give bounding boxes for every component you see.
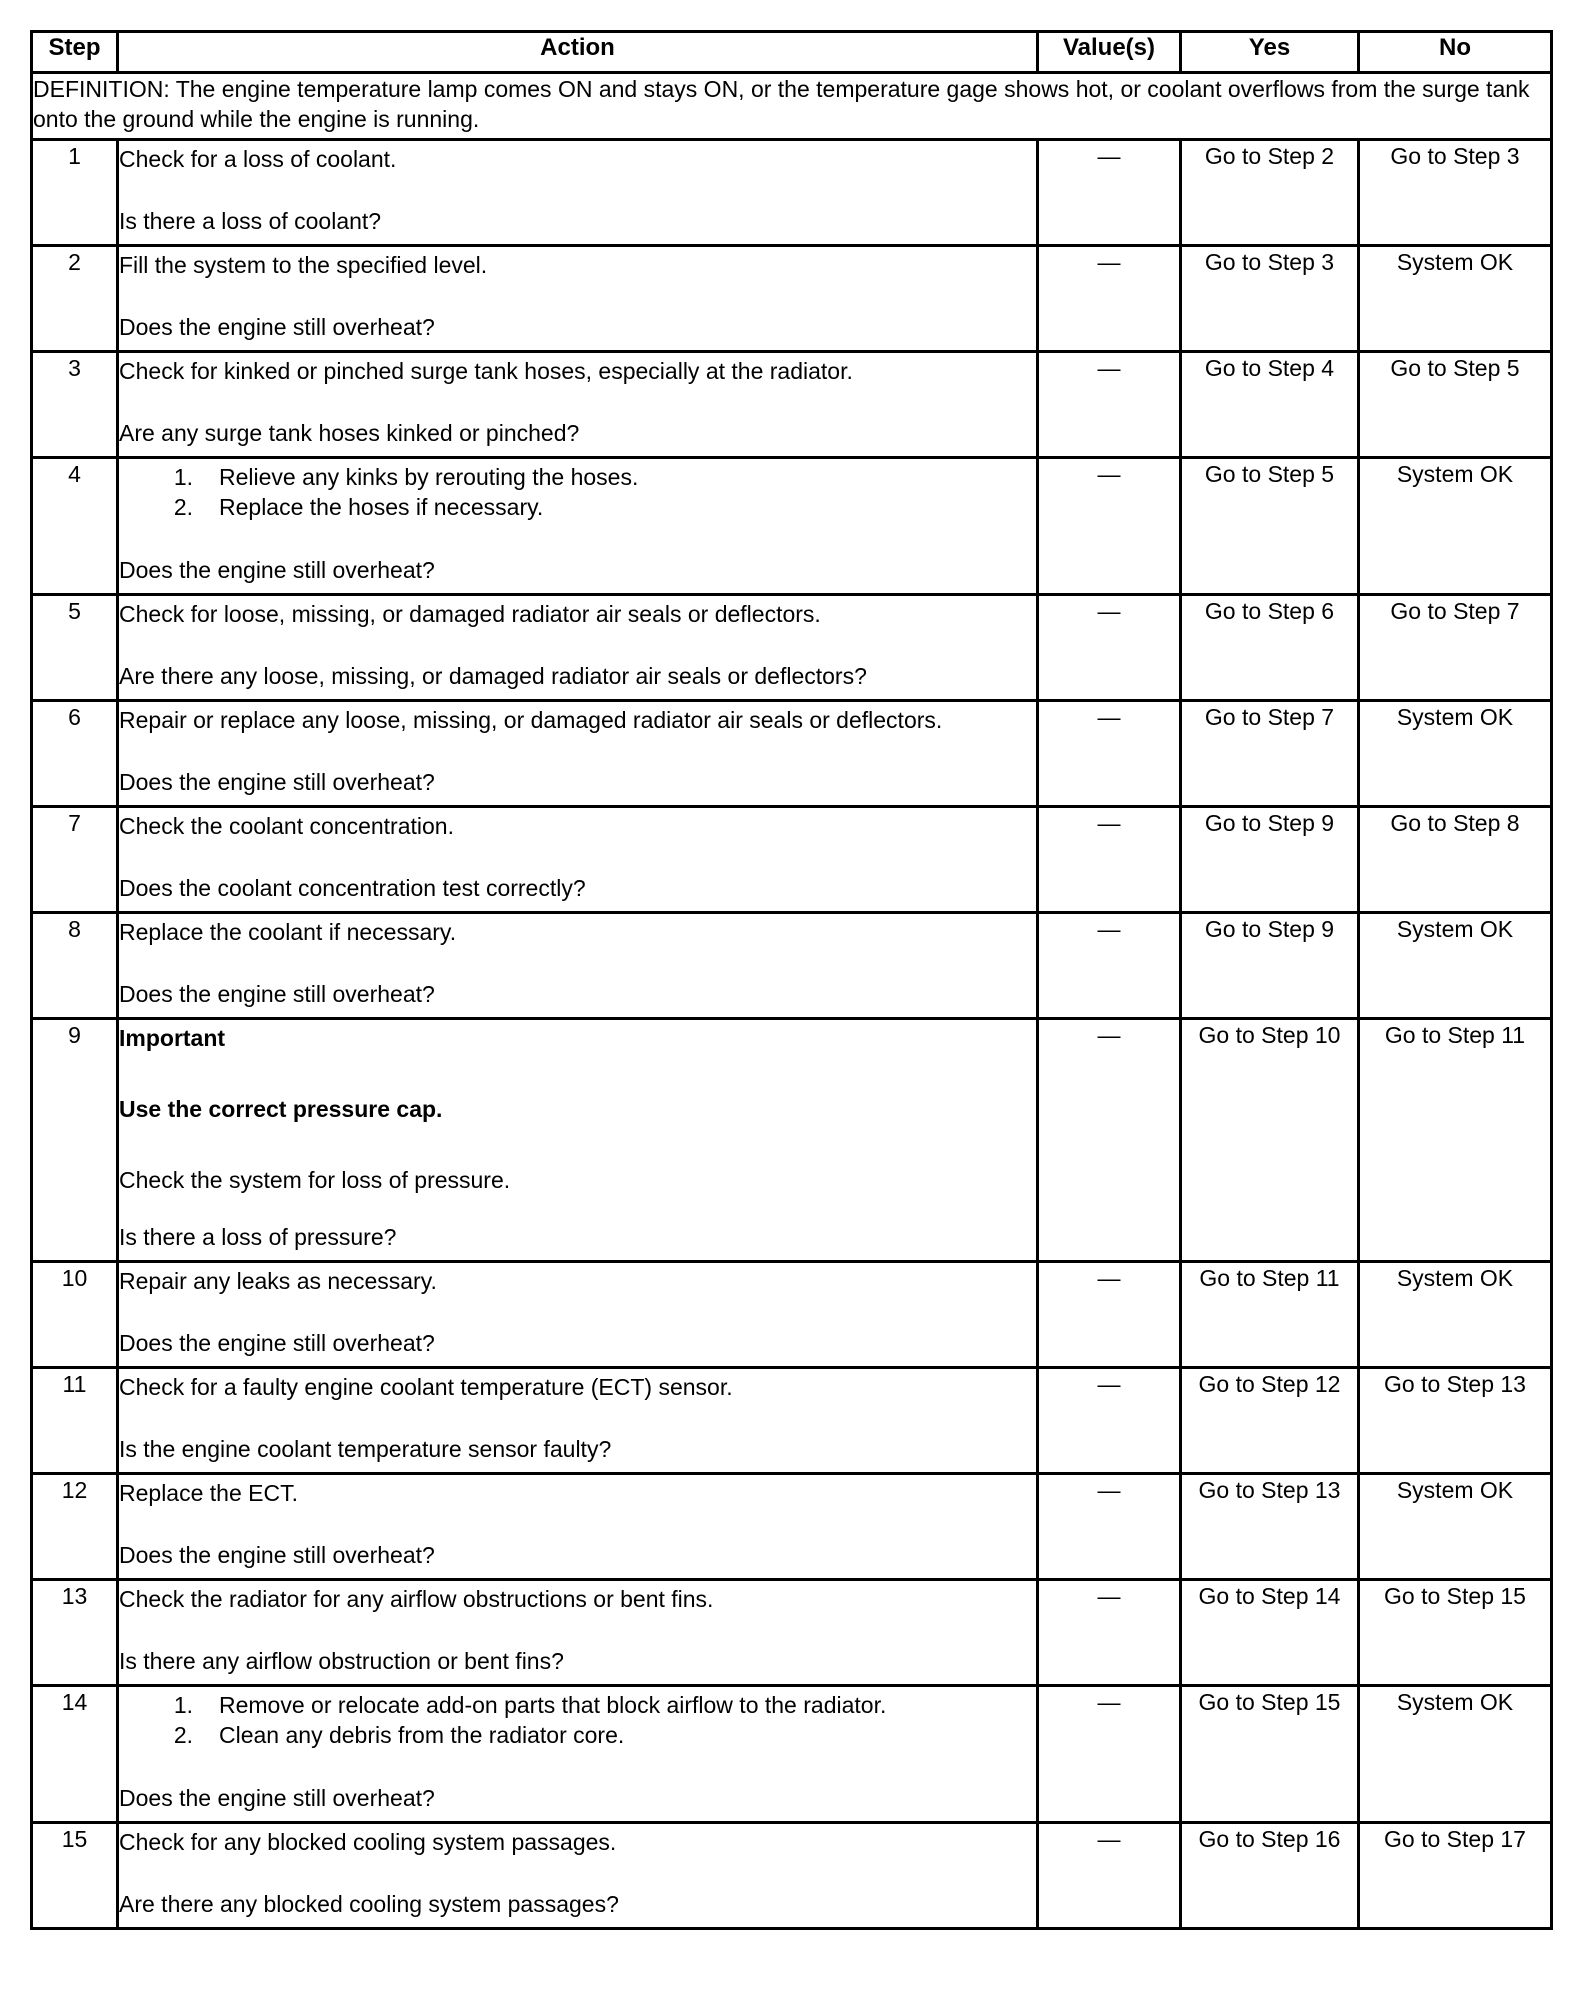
- action-text: Replace the coolant if necessary.: [119, 919, 457, 945]
- yes-cell: Go to Step 5: [1181, 458, 1359, 595]
- table-row: [32, 140, 1552, 246]
- question-text: Does the engine still overheat?: [119, 981, 435, 1007]
- header-action: Action: [118, 32, 1038, 73]
- action-list-item: [119, 1690, 1036, 1720]
- action-list-item: [119, 1720, 1036, 1750]
- table-row: [32, 1686, 1552, 1823]
- action-cell: [118, 1823, 1038, 1929]
- question-text: Are there any loose, missing, or damaged radiator air seals or deflectors?: [119, 663, 867, 689]
- value-cell: —: [1038, 1262, 1181, 1368]
- no-cell: System OK: [1359, 1686, 1552, 1823]
- yes-cell: Go to Step 9: [1181, 807, 1359, 913]
- no-cell: System OK: [1359, 458, 1552, 595]
- value-cell: —: [1038, 1580, 1181, 1686]
- step-number: 2: [32, 246, 118, 352]
- no-cell: Go to Step 13: [1359, 1368, 1552, 1474]
- question-text: Does the engine still overheat?: [119, 314, 435, 340]
- action-cell: [118, 1474, 1038, 1580]
- no-cell: Go to Step 15: [1359, 1580, 1552, 1686]
- step-number: 7: [32, 807, 118, 913]
- action-list-item: [119, 462, 1036, 492]
- question-text: Is the engine coolant temperature sensor faulty?: [119, 1436, 612, 1462]
- step-number: 10: [32, 1262, 118, 1368]
- important-note: Use the correct pressure cap.: [119, 1096, 443, 1122]
- value-cell: —: [1038, 807, 1181, 913]
- question-text: Are any surge tank hoses kinked or pinched?: [119, 420, 580, 446]
- no-cell: System OK: [1359, 246, 1552, 352]
- action-cell: [118, 1686, 1038, 1823]
- no-cell: Go to Step 11: [1359, 1019, 1552, 1262]
- action-cell: [118, 807, 1038, 913]
- question-text: Is there any airflow obstruction or bent fins?: [119, 1648, 564, 1674]
- step-number: 11: [32, 1368, 118, 1474]
- step-number: 4: [32, 458, 118, 595]
- value-cell: —: [1038, 701, 1181, 807]
- step-number: 3: [32, 352, 118, 458]
- header-values: Value(s): [1038, 32, 1181, 73]
- header-step: Step: [32, 32, 118, 73]
- action-text: Check for any blocked cooling system passages.: [119, 1829, 617, 1855]
- question-text: Does the engine still overheat?: [119, 1330, 435, 1356]
- table-row: [32, 1474, 1552, 1580]
- action-text: Fill the system to the specified level.: [119, 252, 488, 278]
- list-number: 1.: [173, 464, 193, 490]
- question-text: Does the engine still overheat?: [119, 1785, 435, 1811]
- table-row: [32, 1019, 1552, 1262]
- question-text: Are there any blocked cooling system passages?: [119, 1891, 619, 1917]
- action-text: Replace the ECT.: [119, 1480, 298, 1506]
- step-number: 15: [32, 1823, 118, 1929]
- header-row: [32, 32, 1552, 73]
- action-cell: [118, 246, 1038, 352]
- header-no: No: [1359, 32, 1552, 73]
- action-cell: [118, 1019, 1038, 1262]
- value-cell: —: [1038, 1474, 1181, 1580]
- action-cell: [118, 352, 1038, 458]
- definition-row: [32, 73, 1552, 140]
- step-number: 8: [32, 913, 118, 1019]
- action-list-item: [119, 492, 1036, 522]
- table-row: [32, 1368, 1552, 1474]
- action-text: Check for a faulty engine coolant temperature (ECT) sensor.: [119, 1374, 733, 1400]
- no-cell: System OK: [1359, 1262, 1552, 1368]
- question-text: Does the engine still overheat?: [119, 557, 435, 583]
- question-text: Does the coolant concentration test correctly?: [119, 875, 586, 901]
- action-text: Repair or replace any loose, missing, or damaged radiator air seals or deflectors.: [119, 707, 943, 733]
- table-row: [32, 913, 1552, 1019]
- no-cell: Go to Step 7: [1359, 595, 1552, 701]
- yes-cell: Go to Step 10: [1181, 1019, 1359, 1262]
- list-text: Remove or relocate add-on parts that block airflow to the radiator.: [219, 1692, 887, 1718]
- action-text: Check the radiator for any airflow obstructions or bent fins.: [119, 1586, 714, 1612]
- value-cell: —: [1038, 1019, 1181, 1262]
- action-text: Check for kinked or pinched surge tank hoses, especially at the radiator.: [119, 358, 853, 384]
- action-cell: [118, 458, 1038, 595]
- yes-cell: Go to Step 7: [1181, 701, 1359, 807]
- header-yes: Yes: [1181, 32, 1359, 73]
- question-text: Is there a loss of pressure?: [119, 1224, 397, 1250]
- yes-cell: Go to Step 13: [1181, 1474, 1359, 1580]
- value-cell: —: [1038, 595, 1181, 701]
- step-number: 1: [32, 140, 118, 246]
- value-cell: —: [1038, 1823, 1181, 1929]
- step-number: 13: [32, 1580, 118, 1686]
- question-text: Does the engine still overheat?: [119, 769, 435, 795]
- diagnostic-table: [30, 30, 1553, 1930]
- action-list: [119, 462, 1036, 522]
- yes-cell: Go to Step 15: [1181, 1686, 1359, 1823]
- yes-cell: Go to Step 16: [1181, 1823, 1359, 1929]
- action-text: Check for loose, missing, or damaged radiator air seals or deflectors.: [119, 601, 821, 627]
- list-number: 2.: [173, 1722, 193, 1748]
- action-text: Repair any leaks as necessary.: [119, 1268, 437, 1294]
- table-row: [32, 701, 1552, 807]
- action-text: Check the coolant concentration.: [119, 813, 454, 839]
- list-number: 1.: [173, 1692, 193, 1718]
- important-label: Important: [119, 1025, 226, 1051]
- list-text: Relieve any kinks by rerouting the hoses.: [219, 464, 639, 490]
- table-row: [32, 1823, 1552, 1929]
- step-number: 14: [32, 1686, 118, 1823]
- table-row: [32, 246, 1552, 352]
- value-cell: —: [1038, 246, 1181, 352]
- table-row: [32, 807, 1552, 913]
- yes-cell: Go to Step 2: [1181, 140, 1359, 246]
- action-cell: [118, 595, 1038, 701]
- value-cell: —: [1038, 352, 1181, 458]
- action-text: Check for a loss of coolant.: [119, 146, 397, 172]
- value-cell: —: [1038, 913, 1181, 1019]
- no-cell: Go to Step 5: [1359, 352, 1552, 458]
- definition-text: DEFINITION: The engine temperature lamp comes ON and stays ON, or the temperature gage shows hot, or coolant overflows from the surge tank onto the ground while the engine is running.: [32, 73, 1552, 140]
- table-row: [32, 595, 1552, 701]
- yes-cell: Go to Step 6: [1181, 595, 1359, 701]
- no-cell: Go to Step 8: [1359, 807, 1552, 913]
- yes-cell: Go to Step 14: [1181, 1580, 1359, 1686]
- no-cell: Go to Step 17: [1359, 1823, 1552, 1929]
- list-number: 2.: [173, 494, 193, 520]
- no-cell: Go to Step 3: [1359, 140, 1552, 246]
- step-number: 9: [32, 1019, 118, 1262]
- step-number: 6: [32, 701, 118, 807]
- action-text: Check the system for loss of pressure.: [119, 1167, 511, 1193]
- yes-cell: Go to Step 9: [1181, 913, 1359, 1019]
- no-cell: System OK: [1359, 701, 1552, 807]
- step-number: 12: [32, 1474, 118, 1580]
- table-row: [32, 352, 1552, 458]
- step-number: 5: [32, 595, 118, 701]
- value-cell: —: [1038, 1368, 1181, 1474]
- no-cell: System OK: [1359, 913, 1552, 1019]
- table-row: [32, 1580, 1552, 1686]
- value-cell: —: [1038, 458, 1181, 595]
- action-cell: [118, 140, 1038, 246]
- table-row: [32, 458, 1552, 595]
- list-text: Replace the hoses if necessary.: [219, 494, 544, 520]
- yes-cell: Go to Step 12: [1181, 1368, 1359, 1474]
- action-cell: [118, 913, 1038, 1019]
- table-row: [32, 1262, 1552, 1368]
- no-cell: System OK: [1359, 1474, 1552, 1580]
- yes-cell: Go to Step 4: [1181, 352, 1359, 458]
- yes-cell: Go to Step 11: [1181, 1262, 1359, 1368]
- value-cell: —: [1038, 140, 1181, 246]
- action-list: [119, 1690, 1036, 1750]
- question-text: Does the engine still overheat?: [119, 1542, 435, 1568]
- value-cell: —: [1038, 1686, 1181, 1823]
- action-cell: [118, 1262, 1038, 1368]
- question-text: Is there a loss of coolant?: [119, 208, 382, 234]
- yes-cell: Go to Step 3: [1181, 246, 1359, 352]
- action-cell: [118, 701, 1038, 807]
- list-text: Clean any debris from the radiator core.: [219, 1722, 625, 1748]
- action-cell: [118, 1580, 1038, 1686]
- action-cell: [118, 1368, 1038, 1474]
